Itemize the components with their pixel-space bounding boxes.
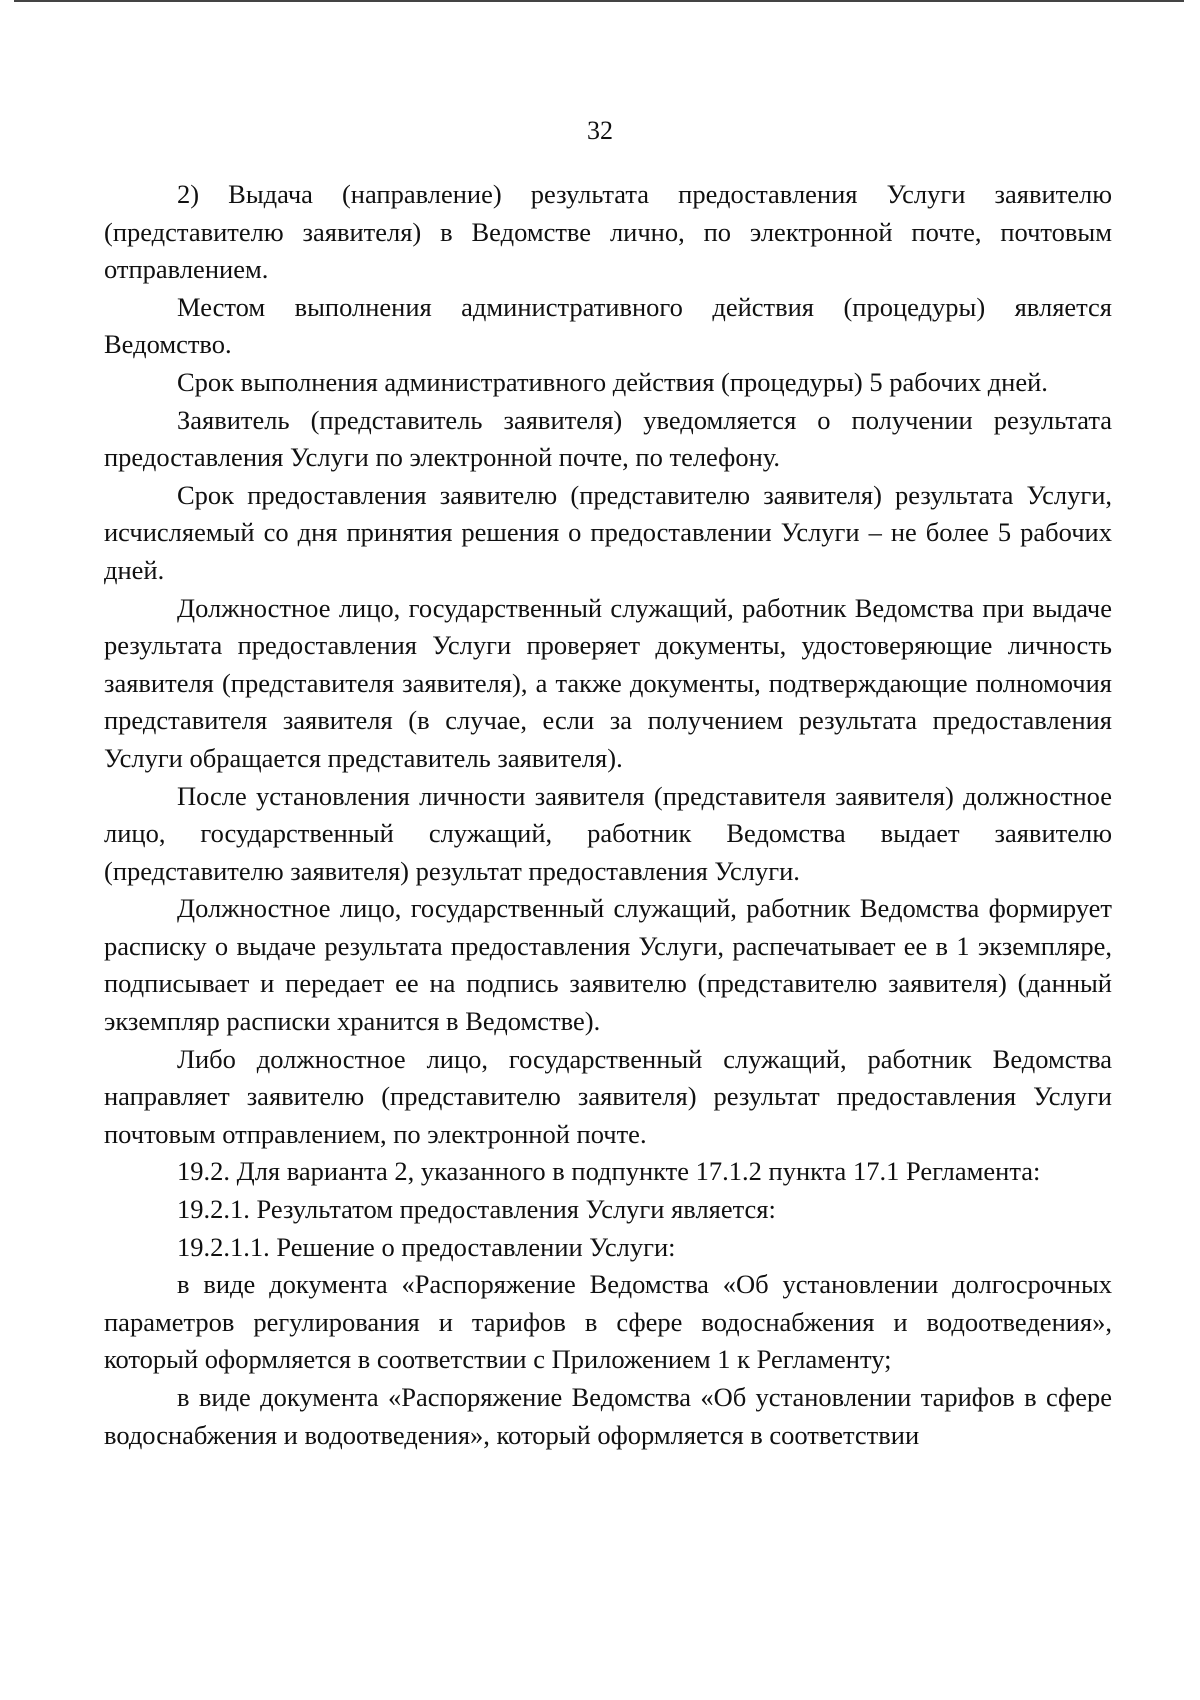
paragraph-receipt: Должностное лицо, государственный служащий, работник Ведомства формирует расписку о выдаче результата предоставления Услуги, распечатывает ее в 1 экземпляре, подписывает и передает ее на подпись заявителю (представителю заявителя) (данный экземпляр расписки хранится в Ведомстве). xyxy=(104,893,1112,1037)
page-number: 32 xyxy=(587,116,613,145)
paragraph-term: Срок выполнения административного действия (процедуры) 5 рабочих дней. xyxy=(177,366,1048,397)
paragraph-issuance: 2) Выдача (направление) результата предоставления Услуги заявителю (представителю заявителя) в Ведомстве лично, по электронной почте, почтовым отправлением. xyxy=(104,179,1112,285)
paragraph-notification: Заявитель (представитель заявителя) уведомляется о получении результата предоставления Услуги по электронной почте, по телефону. xyxy=(104,404,1112,473)
paragraph-variant-2: 19.2. Для варианта 2, указанного в подпункте 17.1.2 пункта 17.1 Регламента: xyxy=(177,1156,1041,1187)
paragraph-document-tariffs: в виде документа «Распоряжение Ведомства «Об установлении тарифов в сфере водоснабжения и водоотведения», который оформляется в соответствии xyxy=(104,1382,1112,1450)
scan-top-edge xyxy=(14,0,1184,2)
paragraph-mail-delivery: Либо должностное лицо, государственный служащий, работник Ведомства направляет заявителю (представителю заявителя) результат предоставления Услуги почтовым отправлением, по электронной почте. xyxy=(104,1043,1112,1149)
paragraph-place: Местом выполнения административного действия (процедуры) является Ведомство. xyxy=(104,291,1112,360)
paragraph-identity-check: Должностное лицо, государственный служащий, работник Ведомства при выдаче результата предоставления Услуги проверяет документы, удостоверяющие личность заявителя (представителя заявителя), а также документы, подтверждающие полномочия представителя заявителя (в случае, если за получением результата предоставления Услуги обращается представитель заявителя). xyxy=(104,592,1112,773)
paragraph-document-long-term: в виде документа «Распоряжение Ведомства «Об установлении долгосрочных параметров регулирования и тарифов в сфере водоснабжения и водоотведения», который оформляется в соответствии с Приложением 1 к Регламенту; xyxy=(104,1269,1112,1375)
document-body xyxy=(104,176,1112,1454)
paragraph-decision: 19.2.1.1. Решение о предоставлении Услуги: xyxy=(177,1231,676,1262)
paragraph-delivery-term: Срок предоставления заявителю (представителю заявителя) результата Услуги, исчисляемый со дня принятия решения о предоставлении Услуги – не более 5 рабочих дней. xyxy=(104,479,1112,585)
paragraph-result: 19.2.1. Результатом предоставления Услуги является: xyxy=(177,1194,776,1225)
paragraph-handover: После установления личности заявителя (представителя заявителя) должностное лицо, государственный служащий, работник Ведомства выдает заявителю (представителю заявителя) результат предоставления Услуги. xyxy=(104,780,1112,886)
